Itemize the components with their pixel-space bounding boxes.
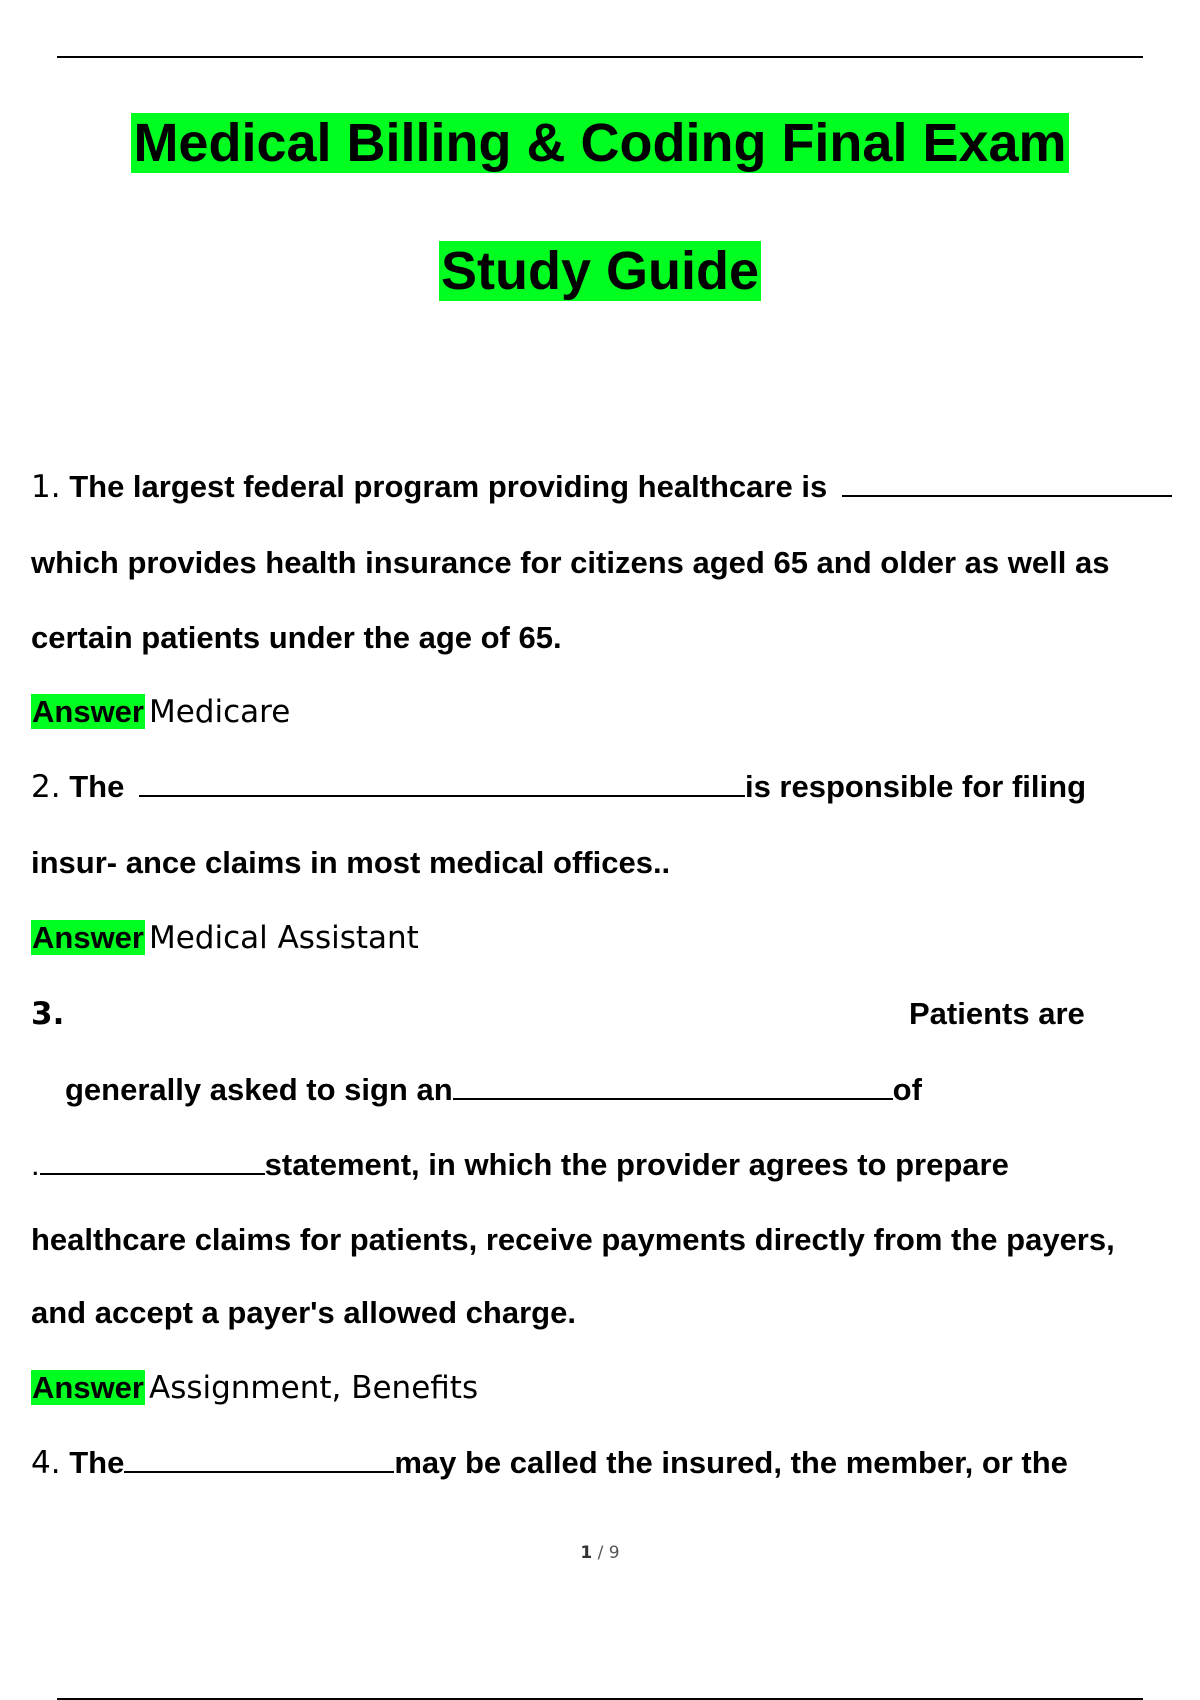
- answer-label: Answer: [32, 694, 144, 729]
- page-current: 1: [580, 1543, 593, 1563]
- answer-blank: [139, 767, 745, 797]
- question-2-line-2: insur- ance claims in most medical offices..: [31, 845, 671, 880]
- title-highlight: Medical Billing & Coding Final Exam: [133, 113, 1067, 173]
- question-2-answer: [31, 918, 419, 964]
- answer-label: Answer: [32, 1370, 144, 1405]
- question-text: The largest federal program providing healthcare is: [69, 469, 828, 504]
- page-number: [0, 1543, 1200, 1563]
- question-number: 1.: [31, 469, 61, 505]
- question-number: 2.: [31, 769, 61, 805]
- question-1-line-3: certain patients under the age of 65.: [31, 620, 562, 655]
- question-text: The: [69, 1445, 125, 1480]
- answer-blank: [842, 467, 1172, 497]
- answer-blank: [40, 1145, 265, 1175]
- page-separator: /: [597, 1543, 604, 1563]
- question-1-line-2: which provides health insurance for citizens aged 65 and older as well as: [31, 545, 1110, 580]
- question-text: generally asked to sign an: [65, 1072, 453, 1107]
- question-text: The: [69, 769, 125, 804]
- question-number: 3.: [31, 996, 65, 1032]
- answer-text: Medicare: [148, 694, 291, 730]
- question-4-line-1: [31, 1443, 1068, 1483]
- question-text: is responsible for filing: [744, 769, 1086, 804]
- question-3-line-3: [31, 1145, 1009, 1185]
- question-3-line-5: and accept a payer's allowed charge.: [31, 1295, 576, 1330]
- question-3-line-1: Patients are: [909, 996, 1085, 1031]
- document-title-line-2: [0, 238, 1200, 304]
- question-text: statement, in which the provider agrees to prepare: [264, 1147, 1009, 1182]
- question-2-line-1: [31, 767, 1086, 807]
- question-text: of: [892, 1072, 922, 1107]
- document-title-line-1: [0, 110, 1200, 176]
- answer-label: Answer: [32, 920, 144, 955]
- question-3-line-2: [65, 1070, 922, 1110]
- question-number: 4.: [31, 1445, 61, 1481]
- question-1-answer: [31, 692, 290, 738]
- question-text: .: [31, 1147, 40, 1182]
- answer-blank: [124, 1443, 394, 1473]
- top-rule: [57, 56, 1143, 58]
- question-1-line-1: [31, 467, 1172, 507]
- answer-text: Medical Assistant: [148, 920, 419, 956]
- title-highlight: Study Guide: [440, 241, 759, 301]
- question-3-number-line: [31, 994, 64, 1034]
- question-3-answer: [31, 1368, 478, 1414]
- answer-blank: [453, 1070, 893, 1100]
- answer-text: Assignment, Benefits: [148, 1370, 479, 1406]
- question-text: may be called the insured, the member, or the: [394, 1445, 1068, 1480]
- question-3-line-4: healthcare claims for patients, receive payments directly from the payers,: [31, 1222, 1115, 1257]
- page-total: 9: [608, 1543, 620, 1563]
